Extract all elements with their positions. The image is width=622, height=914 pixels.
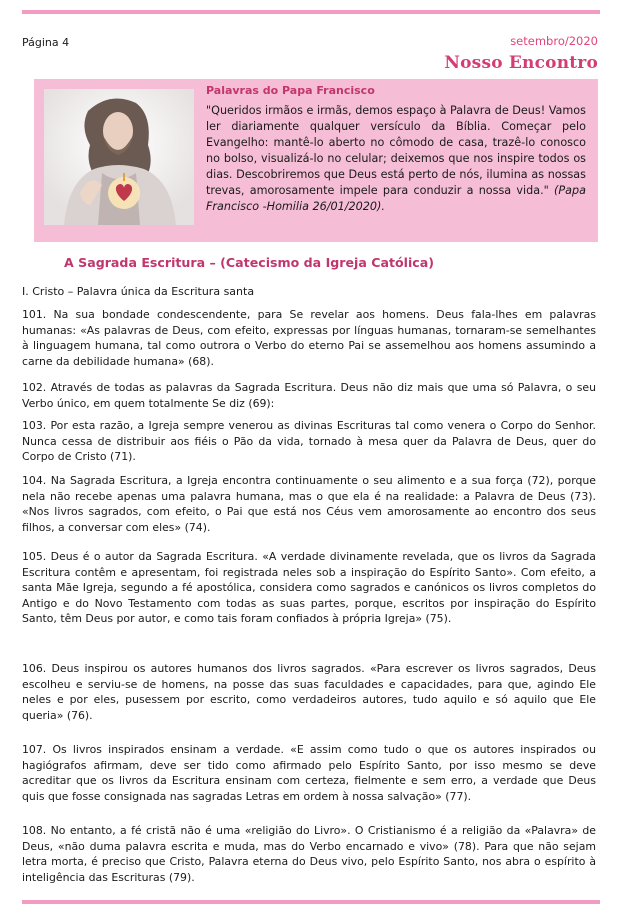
paragraph-102: 102. Através de todas as palavras da Sagrada Escritura. Deus não diz mais que uma só Palavra, o seu Verbo único, em quem totalmente Se diz (69): <box>22 381 596 410</box>
paragraph-101: 101. Na sua bondade condescendente, para Se revelar aos homens. Deus fala-lhes em palavras humanas: «As palavras de Deus, com efeito, expressas por línguas humanas, tornaram-se semelhantes à linguagem humana, tal como outrora o Verbo do eterno Pai se assemelhou aos homens assumindo a carne da debilidade humana» (68). <box>22 308 596 368</box>
pope-quote-box <box>34 79 598 242</box>
quote-text: "Queridos irmãos e irmãs, demos espaço à Palavra de Deus! Vamos ler diariamente qualquer versículo da Bíblia. Começar pelo Evangelho: mantê-lo aberto no cômodo de casa, trazê-lo conosco no bolso, visualizá-lo no celular; deixemos que nos inspire todos os dias. Descobriremos que Deus está perto de nós, ilumina as nossas trevas, amorosamente impele para conduzir a nossa vida." <box>206 104 586 197</box>
section-title: A Sagrada Escritura – (Catecismo da Igreja Católica) <box>64 255 434 270</box>
quote-citation: (Papa Francisco -Homilia 26/01/2020). <box>206 184 586 213</box>
masthead-title: Nosso Encontro <box>444 53 598 73</box>
page-number: Página 4 <box>22 36 70 49</box>
issue-date: setembro/2020 <box>510 34 598 48</box>
paragraph-106: 106. Deus inspirou os autores humanos dos livros sagrados. «Para escrever os livros sagrados, Deus escolheu e serviu-se de homens, na posse das suas faculdades e capacidades, para que, agindo Ele neles e por eles, pusessem por escrito, como verdadeiros autores, tudo aquilo e só aquilo que Ele queria» (76). <box>22 662 596 722</box>
paragraph-107: 107. Os livros inspirados ensinam a verdade. «E assim como tudo o que os autores inspirados ou hagiógrafos afirmam, deve ser tido como afirmado pelo Espírito Santo, por isso mesmo se deve acreditar que os livros da Escritura ensinam com certeza, fielmente e sem erro, a verdade que Deus quis que fosse consignada nas sagradas Letras em ordem à nossa salvação» (77). <box>22 743 596 803</box>
paragraph-105: 105. Deus é o autor da Sagrada Escritura. «A verdade divinamente revelada, que os livros da Sagrada Escritura contêm e apresentam, foi registrada neles sob a inspiração do Espírito Santo». Com efeito, a santa Mãe Igreja, segundo a fé apostólica, considera como sagrados e canónicos os livros completos do Antigo e do Novo Testamento com todas as suas partes, porque, escritos por inspiração do Espírito Santo, têm Deus por autor, e como tais foram confiados à própria Igreja» (75). <box>22 550 596 626</box>
paragraph-108: 108. No entanto, a fé cristã não é uma «religião do Livro». O Cristianismo é a religião da «Palavra» de Deus, «não duma palavra escrita e muda, mas do Verbo encarnado e vivo» (78). Para que não sejam letra morta, é preciso que Cristo, Palavra eterna do Deus vivo, pelo Espírito Santo, nos abra o espírito à inteligência das Escrituras (79). <box>22 824 596 884</box>
paragraph-104: 104. Na Sagrada Escritura, a Igreja encontra continuamente o seu alimento e a sua força (72), porque nela não recebe apenas uma palavra humana, mas o que ela é na realidade: a Palavra de Deus (73). «Nos livros sagrados, com efeito, o Pai que está nos Céus vem amorosamente ao encontro dos seus filhos, a conversar com eles» (74). <box>22 474 596 534</box>
box-title: Palavras do Papa Francisco <box>206 84 375 97</box>
pope-quote <box>206 103 586 215</box>
bottom-rule <box>22 900 600 904</box>
top-rule <box>22 10 600 14</box>
section-subheading: I. Cristo – Palavra única da Escritura santa <box>22 285 255 298</box>
paragraph-103: 103. Por esta razão, a Igreja sempre venerou as divinas Escrituras tal como venera o Corpo do Senhor. Nunca cessa de distribuir aos fiéis o Pão da vida, tornado à mesa quer da Palavra de Deus, quer do Corpo de Cristo (71). <box>22 419 596 464</box>
sacred-heart-portrait-icon <box>44 89 194 225</box>
